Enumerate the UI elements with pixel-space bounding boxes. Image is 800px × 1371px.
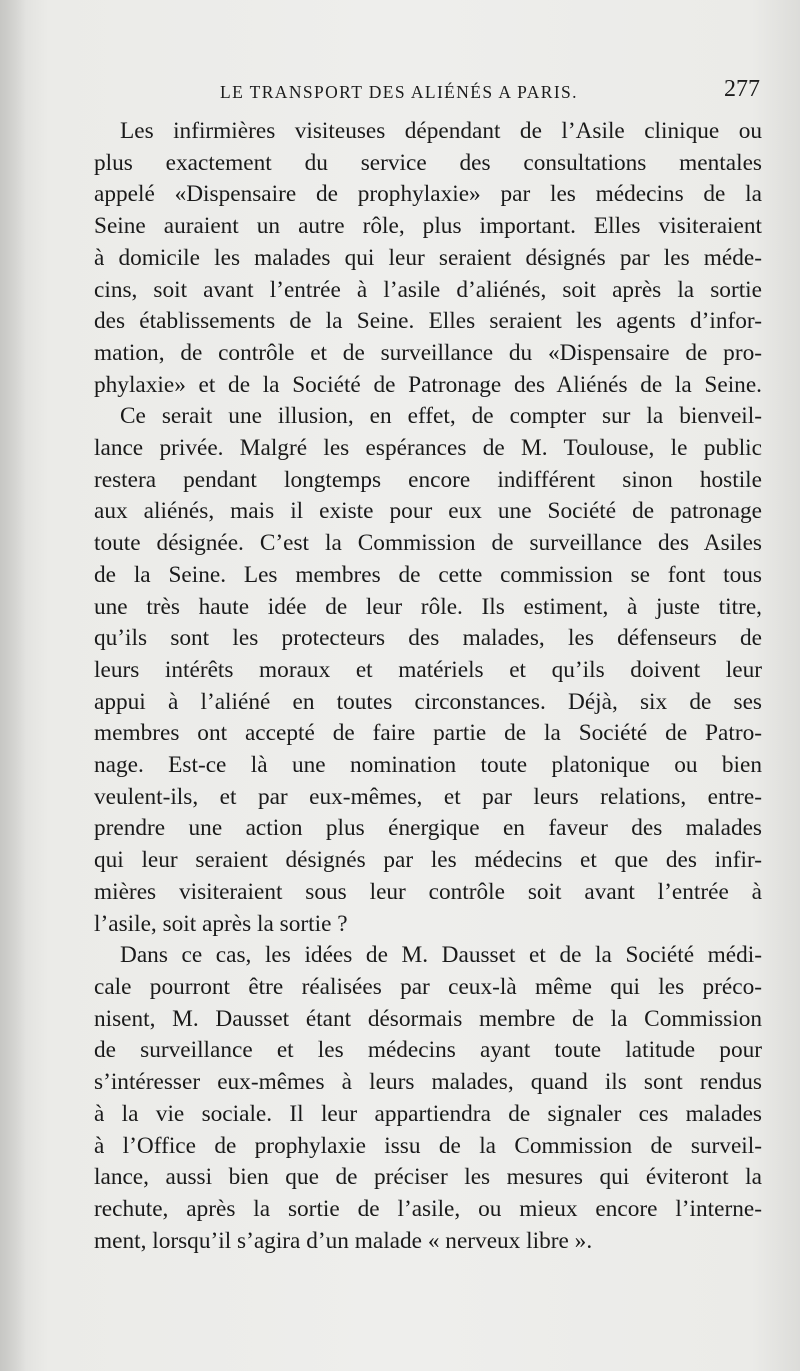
text-line: de surveillance et les médecins ayant toute latitude pour <box>94 1037 762 1064</box>
text-line: mation, de contrôle et de surveillance du «Dispensaire de pro- <box>94 339 762 366</box>
text-line: nisent, M. Dausset étant désormais membre de la Commission <box>94 1005 762 1032</box>
text-line: Dans ce cas, les idées de M. Dausset et de la Société médi- <box>120 942 762 969</box>
text-line: aux aliénés, mais il existe pour eux une Société de patronage <box>94 498 762 525</box>
paragraph <box>94 401 762 940</box>
text-line: une très haute idée de leur rôle. Ils estiment, à juste titre, <box>94 593 762 620</box>
text-line: nage. Est-ce là une nomination toute platonique ou bien <box>94 752 762 779</box>
gutter-shadow <box>0 0 26 1371</box>
text-line: plus exactement du service des consultations mentales <box>94 149 762 176</box>
text-line: prendre une action plus énergique en faveur des malades <box>94 815 762 842</box>
paragraph <box>94 940 762 1257</box>
text-line: lance privée. Malgré les espérances de M. Toulouse, le public <box>94 435 762 462</box>
text-line: restera pendant longtemps encore indifférent sinon hostile <box>94 466 762 493</box>
text-line: phylaxie» et de la Société de Patronage des Aliénés de la Seine. <box>94 371 762 398</box>
text-line: Seine auraient un autre rôle, plus important. Elles visiteraient <box>94 213 762 240</box>
text-line: cale pourront être réalisées par ceux-là même qui les préco- <box>94 973 762 1000</box>
text-line: mières visiteraient sous leur contrôle soit avant l’entrée à <box>94 878 762 905</box>
body-text <box>94 116 762 1257</box>
text-line: de la Seine. Les membres de cette commission se font tous <box>94 561 762 588</box>
running-title: LE TRANSPORT DES ALIÉNÉS A PARIS. <box>220 82 578 102</box>
text-line: Ce serait une illusion, en effet, de compter sur la bienveil- <box>120 403 762 430</box>
text-line: Les infirmières visiteuses dépendant de l’Asile clinique ou <box>120 118 762 144</box>
text-line: leurs intérêts moraux et matériels et qu’ils doivent leur <box>94 656 762 683</box>
text-line: appui à l’aliéné en toutes circonstances. Déjà, six de ses <box>94 688 762 715</box>
text-line: membres ont accepté de faire partie de la Société de Patro- <box>94 720 762 747</box>
text-line: cins, soit avant l’entrée à l’asile d’aliénés, soit après la sortie <box>94 276 762 303</box>
text-line: l’asile, soit après la sortie ? <box>94 910 348 937</box>
text-line: lance, aussi bien que de préciser les mesures qui éviteront la <box>94 1164 762 1191</box>
text-line: rechute, après la sortie de l’asile, ou mieux encore l’interne- <box>94 1195 762 1222</box>
text-line: veulent-ils, et par eux-mêmes, et par leurs relations, entre- <box>94 783 762 810</box>
text-line: s’intéresser eux-mêmes à leurs malades, quand ils sont rendus <box>94 1069 762 1096</box>
paragraph <box>94 116 762 401</box>
running-head <box>94 74 766 114</box>
text-line: appelé «Dispensaire de prophylaxie» par les médecins de la <box>94 181 762 208</box>
page-number: 277 <box>724 76 760 102</box>
text-line: à domicile les malades qui leur seraient désignés par les méde- <box>94 244 762 271</box>
text-line: toute désignée. C’est la Commission de surveillance des Asiles <box>94 530 762 557</box>
text-line: qui leur seraient désignés par les médecins et que des infir- <box>94 847 762 874</box>
text-line: qu’ils sont les protecteurs des malades, les défenseurs de <box>94 625 762 652</box>
text-line: à la vie sociale. Il leur appartiendra de signaler ces malades <box>94 1100 762 1127</box>
text-line: à l’Office de prophylaxie issu de la Commission de surveil- <box>94 1132 762 1159</box>
text-line: des établissements de la Seine. Elles seraient les agents d’infor- <box>94 308 762 335</box>
text-line: ment, lorsqu’il s’agira d’un malade « nerveux libre ». <box>94 1227 593 1254</box>
